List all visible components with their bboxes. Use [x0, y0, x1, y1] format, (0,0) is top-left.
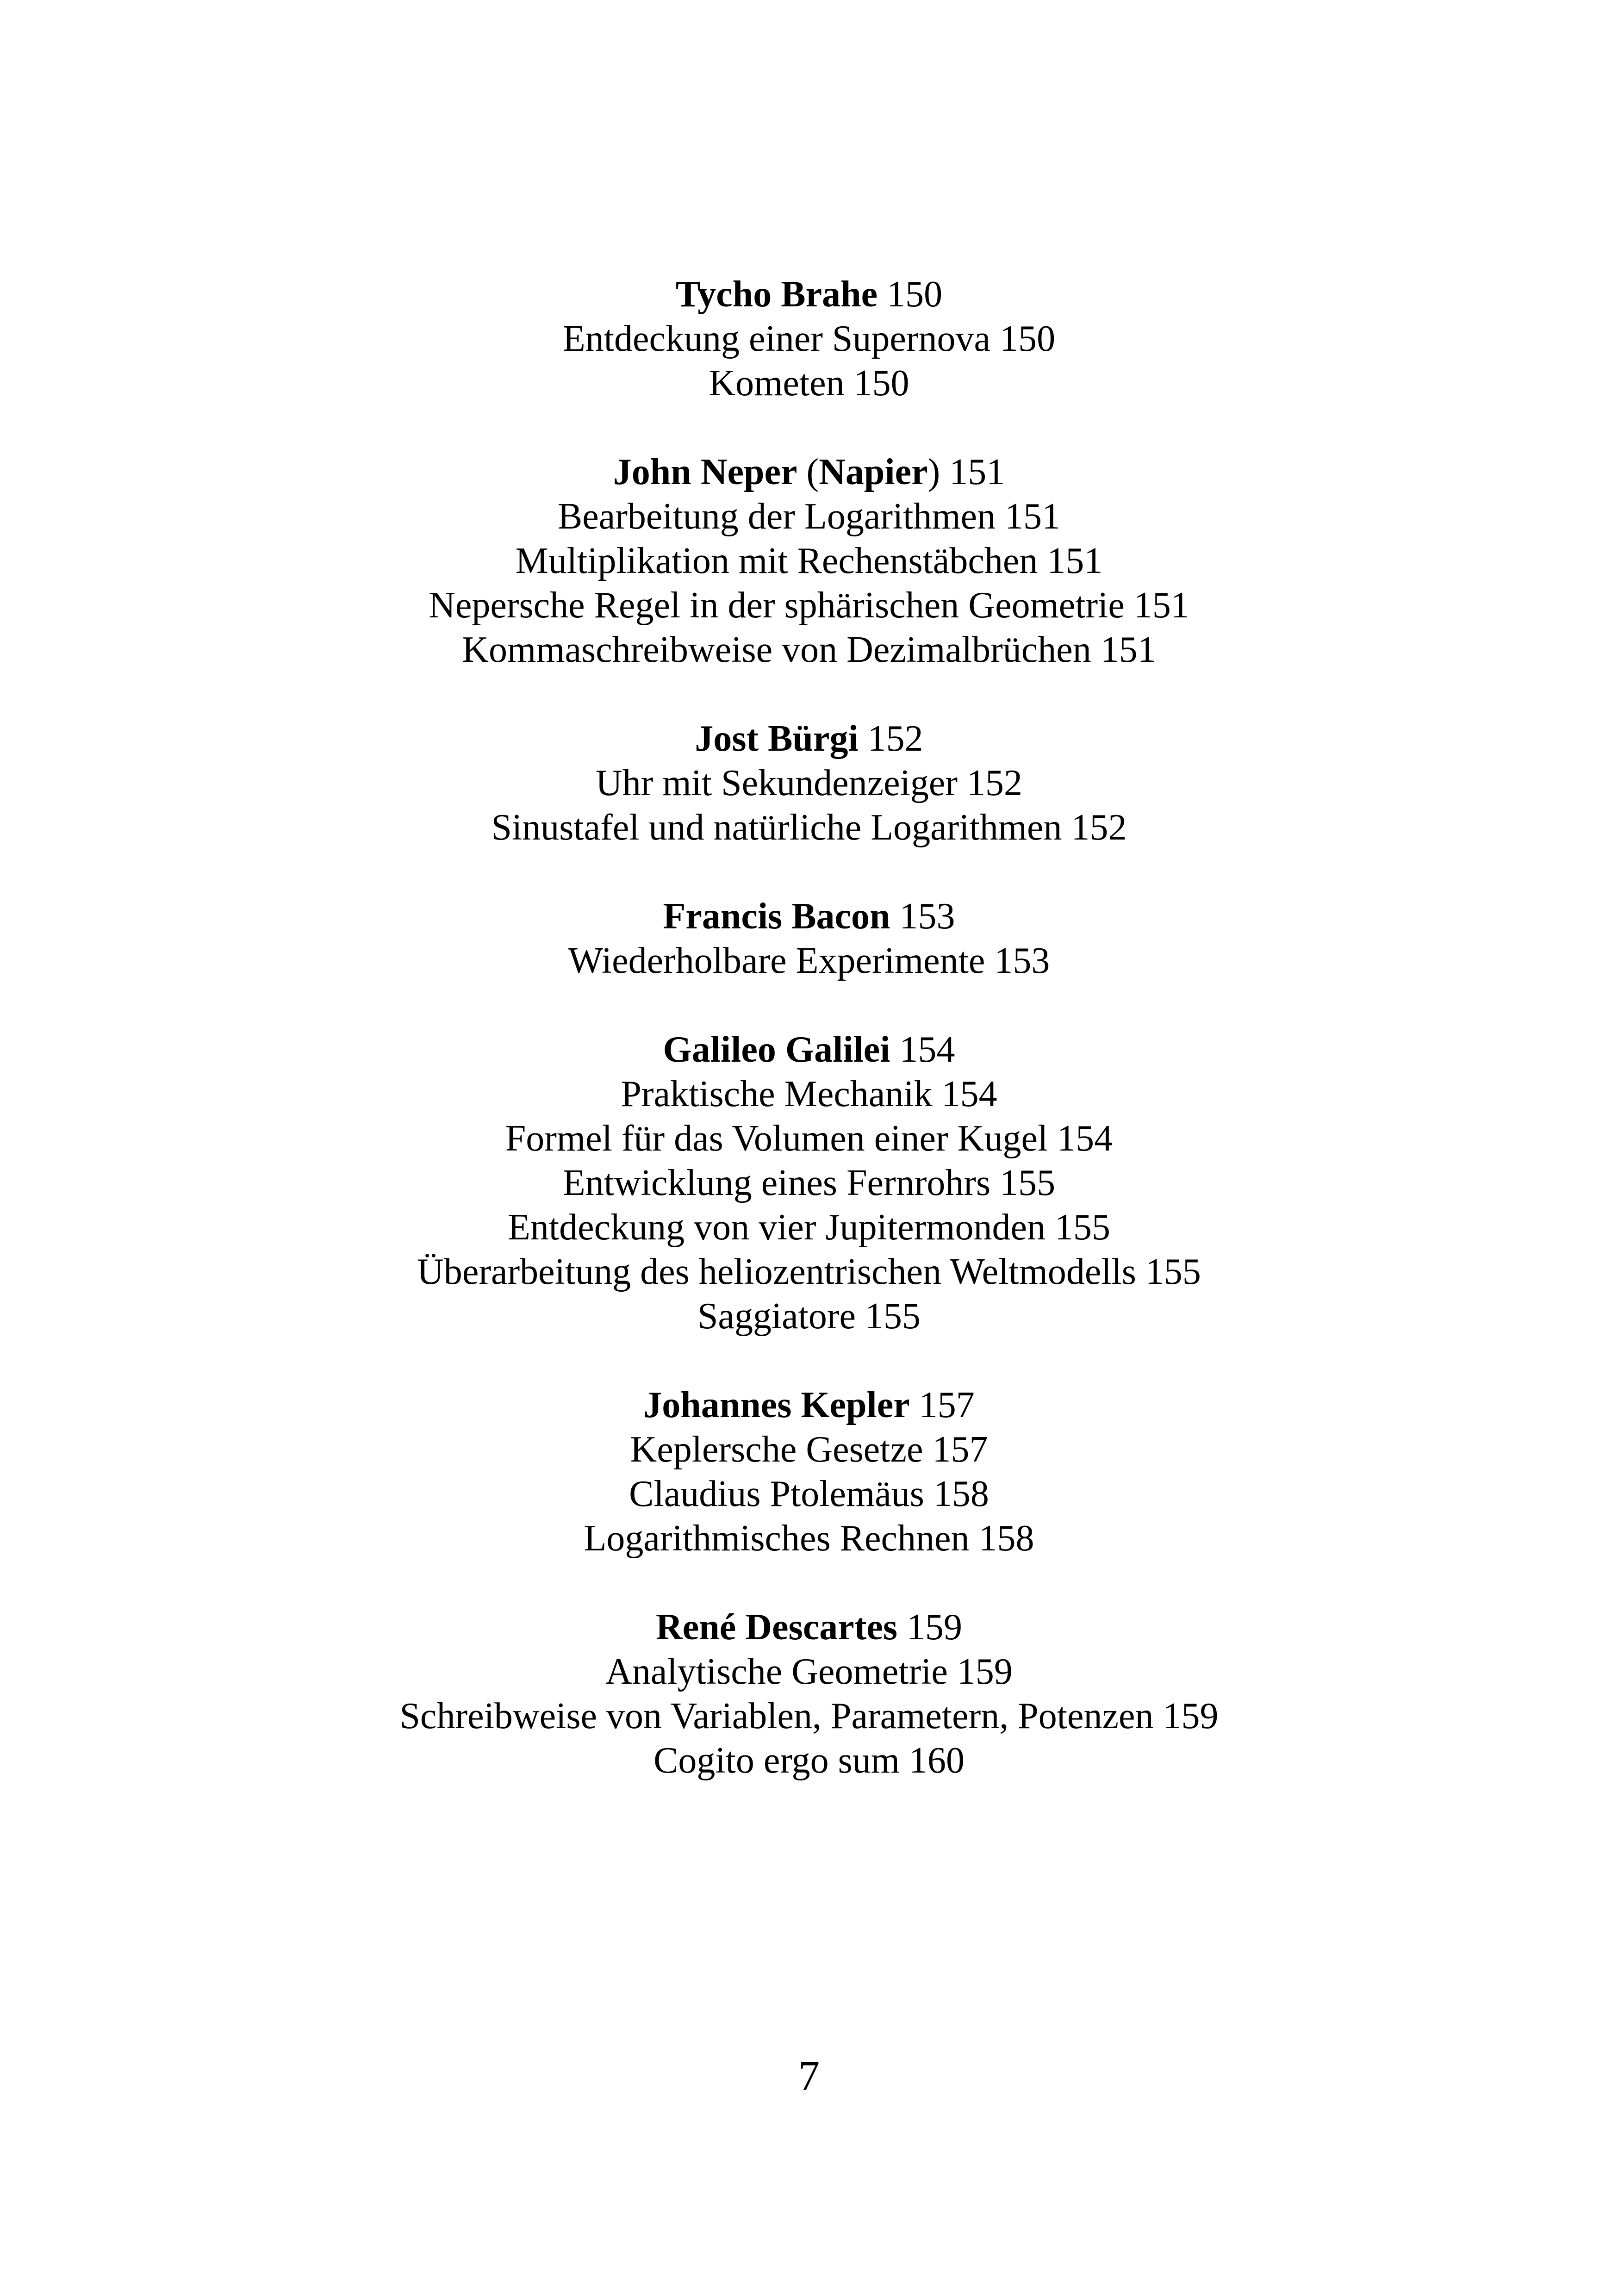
section-heading — [0, 1027, 1618, 1072]
toc-entry: Cogito ergo sum 160 — [653, 1740, 965, 1781]
toc-entry: Claudius Ptolemäus 158 — [629, 1474, 989, 1514]
heading-page: 159 — [897, 1607, 962, 1648]
heading-page: 150 — [877, 274, 943, 315]
toc-section-jost-buergi — [0, 716, 1618, 850]
heading-page: 157 — [909, 1385, 975, 1425]
toc-entry: Keplersche Gesetze 157 — [630, 1429, 988, 1470]
toc-entry: Multiplikation mit Rechenstäbchen 151 — [515, 541, 1103, 581]
heading-page: 154 — [890, 1029, 955, 1070]
toc-entry: Kometen 150 — [709, 363, 909, 404]
heading-name: Johannes Kepler — [643, 1385, 910, 1425]
table-of-contents — [0, 272, 1618, 1827]
toc-entry: Analytische Geometrie 159 — [605, 1651, 1013, 1692]
heading-page: 152 — [858, 718, 923, 759]
toc-entry: Saggiatore 155 — [697, 1296, 921, 1337]
toc-entry: Wiederholbare Experimente 153 — [568, 940, 1050, 981]
heading-name: Galileo Galilei — [663, 1029, 890, 1070]
page-number: 7 — [798, 2052, 820, 2099]
toc-entry: Entdeckung von vier Jupitermonden 155 — [508, 1207, 1110, 1248]
heading-name: René Descartes — [656, 1607, 897, 1648]
section-heading — [0, 894, 1618, 939]
toc-section-johannes-kepler — [0, 1383, 1618, 1561]
toc-entry: Entwicklung eines Fernrohrs 155 — [562, 1163, 1056, 1203]
toc-entry: Sinustafel und natürliche Logarithmen 152 — [491, 807, 1127, 848]
section-heading — [0, 272, 1618, 317]
heading-name: Jost Bürgi — [695, 718, 859, 759]
toc-section-francis-bacon — [0, 894, 1618, 983]
heading-page: ) 151 — [927, 452, 1005, 492]
toc-entry: Entdeckung einer Supernova 150 — [562, 318, 1056, 359]
heading-page: 153 — [890, 896, 955, 937]
heading-name: Francis Bacon — [663, 896, 890, 937]
section-heading — [0, 1605, 1618, 1649]
section-heading — [0, 1383, 1618, 1427]
toc-section-tycho-brahe — [0, 272, 1618, 405]
section-heading — [0, 716, 1618, 761]
section-heading — [0, 450, 1618, 494]
heading-punctuation: ( — [797, 452, 819, 492]
toc-entry: Nepersche Regel in der sphärischen Geometrie 151 — [429, 585, 1189, 626]
toc-entry: Logarithmisches Rechnen 158 — [584, 1518, 1034, 1559]
toc-entry: Bearbeitung der Logarithmen 151 — [557, 496, 1061, 537]
toc-entry: Formel für das Volumen einer Kugel 154 — [505, 1118, 1113, 1159]
toc-section-rene-descartes — [0, 1605, 1618, 1783]
heading-name: Tycho Brahe — [675, 274, 878, 315]
toc-section-galileo-galilei — [0, 1027, 1618, 1338]
toc-entry: Überarbeitung des heliozentrischen Weltmodells 155 — [417, 1251, 1201, 1292]
toc-entry: Schreibweise von Variablen, Parametern, Potenzen 159 — [399, 1696, 1219, 1736]
heading-alt-name: Napier — [819, 452, 928, 492]
heading-name: John Neper — [613, 452, 797, 492]
toc-entry: Kommaschreibweise von Dezimalbrüchen 151 — [462, 629, 1156, 670]
toc-entry: Praktische Mechanik 154 — [621, 1074, 997, 1114]
toc-entry: Uhr mit Sekundenzeiger 152 — [596, 763, 1022, 803]
toc-section-john-neper — [0, 450, 1618, 672]
